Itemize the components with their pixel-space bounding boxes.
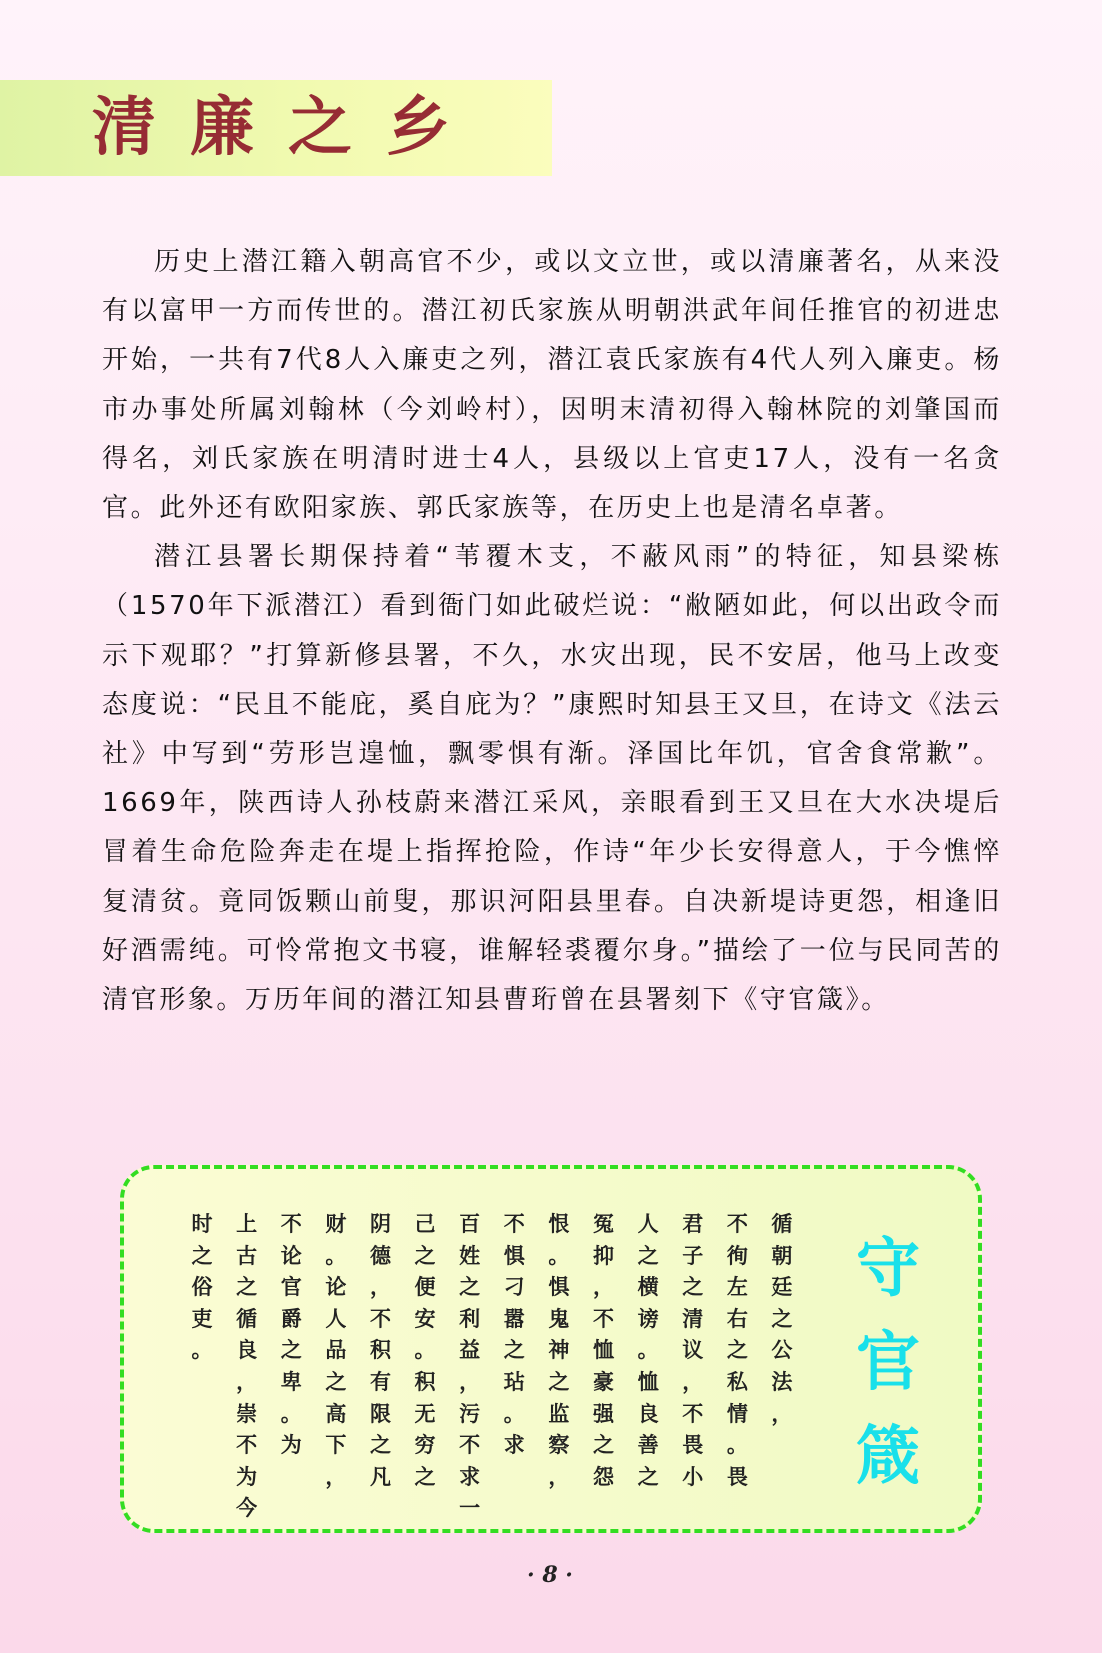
motto-char: 。 xyxy=(503,1400,525,1426)
motto-char: 之 xyxy=(548,1368,570,1394)
motto-char: 德 xyxy=(369,1242,391,1268)
motto-char: 。 xyxy=(325,1242,347,1268)
motto-char: 之 xyxy=(280,1337,302,1363)
motto-char: 百 xyxy=(459,1211,481,1236)
motto-char: 左 xyxy=(726,1274,748,1300)
motto-char: 下 xyxy=(325,1432,347,1458)
motto-char: 小 xyxy=(682,1463,704,1489)
motto-char: 不 xyxy=(369,1305,391,1331)
motto-char: 凡 xyxy=(369,1463,391,1489)
motto-char: 循 xyxy=(236,1305,258,1331)
motto-char: 善 xyxy=(637,1432,659,1458)
motto-char: 君 xyxy=(682,1211,704,1236)
motto-char: 积 xyxy=(369,1337,391,1363)
motto-column xyxy=(762,1208,802,1478)
motto-char: 公 xyxy=(771,1337,793,1363)
motto-char: 。 xyxy=(280,1400,302,1426)
motto-char: 求 xyxy=(503,1432,525,1458)
motto-char: 。 xyxy=(726,1432,748,1458)
motto-char: 良 xyxy=(637,1400,659,1426)
motto-char: 之 xyxy=(726,1337,748,1363)
motto-column xyxy=(717,1208,757,1489)
motto-char: 穷 xyxy=(414,1432,436,1458)
motto-char: ， xyxy=(548,1463,570,1489)
article-body xyxy=(102,238,1002,1025)
motto-char: ， xyxy=(459,1368,481,1394)
motto-char: ， xyxy=(682,1368,704,1394)
motto-char: ， xyxy=(369,1274,391,1300)
motto-char: 徇 xyxy=(726,1242,748,1268)
motto-char: 利 xyxy=(459,1305,481,1331)
motto-title-char: 官 xyxy=(856,1325,920,1400)
motto-char: 冤 xyxy=(592,1211,614,1236)
motto-char: 阴 xyxy=(369,1211,391,1236)
motto-char: 污 xyxy=(459,1400,481,1426)
motto-char: 良 xyxy=(236,1337,258,1363)
motto-char: 之 xyxy=(682,1274,704,1300)
motto-char: 神 xyxy=(548,1337,570,1363)
motto-char: 积 xyxy=(414,1368,436,1394)
motto-char: 豪 xyxy=(592,1368,614,1394)
motto-char: 之 xyxy=(503,1337,525,1363)
motto-char: 论 xyxy=(280,1242,302,1268)
motto-column xyxy=(539,1208,579,1489)
motto-char: ， xyxy=(236,1368,258,1394)
motto-char: 恤 xyxy=(592,1337,614,1363)
motto-char: 清 xyxy=(682,1305,704,1331)
motto-char: 不 xyxy=(726,1211,748,1236)
motto-char: 之 xyxy=(771,1305,793,1331)
motto-char: 限 xyxy=(369,1400,391,1426)
motto-char: 古 xyxy=(236,1242,258,1268)
motto-char: 嚣 xyxy=(503,1305,525,1331)
motto-char: 畏 xyxy=(726,1463,748,1489)
motto-char: 廷 xyxy=(771,1274,793,1300)
motto-char: 上 xyxy=(236,1211,258,1236)
motto-column xyxy=(360,1208,400,1489)
motto-char: 无 xyxy=(414,1400,436,1426)
motto-char: 不 xyxy=(503,1211,525,1236)
motto-column xyxy=(673,1208,713,1489)
motto-char: 论 xyxy=(325,1274,347,1300)
motto-char: 法 xyxy=(771,1368,793,1394)
motto-column xyxy=(450,1208,490,1521)
motto-char: 循 xyxy=(771,1211,793,1236)
motto-char: 之 xyxy=(459,1274,481,1300)
motto-char: 议 xyxy=(682,1337,704,1363)
page-number: · 8 · xyxy=(527,1562,573,1588)
motto-char: 人 xyxy=(325,1305,347,1331)
motto-column xyxy=(494,1208,534,1478)
motto-char: 强 xyxy=(592,1400,614,1426)
motto-char: ， xyxy=(592,1274,614,1300)
motto-column xyxy=(628,1208,668,1489)
motto-char: 抑 xyxy=(592,1242,614,1268)
motto-char: 惧 xyxy=(548,1274,570,1300)
motto-char: 之 xyxy=(414,1463,436,1489)
motto-char: 之 xyxy=(236,1274,258,1300)
motto-char: 安 xyxy=(414,1305,436,1331)
motto-char: 怨 xyxy=(592,1463,614,1489)
motto-char: 品 xyxy=(325,1337,347,1363)
motto-char: 不 xyxy=(459,1432,481,1458)
motto-char: 高 xyxy=(325,1400,347,1426)
motto-char: 俗 xyxy=(191,1274,213,1300)
motto-char: 之 xyxy=(414,1242,436,1268)
paragraph: 潜江县署长期保持着“苇覆木支，不蔽风雨”的特征，知县梁栋（1570年下派潜江）看到衙门如此破烂说：“敝陋如此，何以出政令而示下观耶？”打算新修县署，不久，水灾出现，民不安居，他马上改变态度说：“民且不能庇，奚自庇为？”康熙时知县王又旦，在诗文《法云社》中写到“劳形岂遑恤，飘零惧有渐。泽国比年饥，官舍食常歉”。1669年，陕西诗人孙枝蔚来潜江采风，亲眼看到王又旦在大水决堤后冒着生命危险奔走在堤上指挥抢险，作诗“年少长安得意人，于今憔悴复清贫。竟同饭颗山前叟，那识河阳县里春。自决新堤诗更怨，相逢旧好酒需纯。可怜常抱文书寝，谁解轻裘覆尔身。”描绘了一位与民同苦的清官形象。万历年间的潜江知县曹珩曾在县署刻下《守官箴》。 xyxy=(102,542,1002,1016)
motto-char: 卑 xyxy=(280,1368,302,1394)
motto-char: 求 xyxy=(459,1463,481,1489)
motto-char: 之 xyxy=(637,1463,659,1489)
motto-char: 姓 xyxy=(459,1242,481,1268)
motto-char: 鬼 xyxy=(548,1305,570,1331)
motto-char: 崇 xyxy=(236,1400,258,1426)
motto-char: 畏 xyxy=(682,1432,704,1458)
motto-char: 不 xyxy=(592,1305,614,1331)
motto-char: 有 xyxy=(369,1368,391,1394)
motto-column xyxy=(182,1208,222,1478)
motto-column xyxy=(583,1208,623,1489)
motto-title xyxy=(853,1222,923,1504)
motto-char: 之 xyxy=(592,1432,614,1458)
motto-char: 为 xyxy=(280,1432,302,1458)
motto-char: 益 xyxy=(459,1337,481,1363)
motto-char: 官 xyxy=(280,1274,302,1300)
motto-column xyxy=(227,1208,267,1521)
motto-char: 玷 xyxy=(503,1368,525,1394)
paragraph: 历史上潜江籍入朝高官不少，或以文立世，或以清廉著名，从来没有以富甲一方而传世的。潜江初氏家族从明朝洪武年间任推官的初进忠开始，一共有7代8人入廉吏之列，潜江袁氏家族有4代人列入廉吏。杨市办事处所属刘翰林（今刘岭村），因明末清初得入翰林院的刘肇国而得名，刘氏家族在明清时进士4人，县级以上官吏17人，没有一名贪官。此外还有欧阳家族、郭氏家族等，在历史上也是清名卓著。 xyxy=(102,247,1002,524)
motto-char: 惧 xyxy=(503,1242,525,1268)
motto-char: ， xyxy=(325,1463,347,1489)
motto-column xyxy=(271,1208,311,1478)
motto-char: 察 xyxy=(548,1432,570,1458)
motto-char: 。 xyxy=(414,1337,436,1363)
motto-char: 己 xyxy=(414,1211,436,1236)
motto-char: 。 xyxy=(548,1242,570,1268)
motto-char: 今 xyxy=(236,1495,258,1521)
motto-char: 之 xyxy=(191,1242,213,1268)
motto-char: 右 xyxy=(726,1305,748,1331)
motto-char: 私 xyxy=(726,1368,748,1394)
motto-char: 恨 xyxy=(548,1211,570,1236)
motto-char: 谤 xyxy=(637,1305,659,1331)
motto-char: 监 xyxy=(548,1400,570,1426)
motto-char: ， xyxy=(771,1400,793,1426)
motto-char: 。 xyxy=(637,1337,659,1363)
motto-char: 时 xyxy=(191,1211,213,1236)
motto-title-char: 守 xyxy=(856,1231,920,1306)
motto-char: 刁 xyxy=(503,1274,525,1300)
motto-char: 便 xyxy=(414,1274,436,1300)
motto-char: 情 xyxy=(726,1400,748,1426)
motto-column xyxy=(405,1208,445,1489)
motto-char: 子 xyxy=(682,1242,704,1268)
motto-char: 恤 xyxy=(637,1368,659,1394)
motto-char: 之 xyxy=(369,1432,391,1458)
motto-char: 爵 xyxy=(280,1305,302,1331)
motto-char: 。 xyxy=(191,1337,213,1363)
motto-column xyxy=(316,1208,356,1489)
motto-char: 朝 xyxy=(771,1242,793,1268)
motto-title-char: 箴 xyxy=(856,1419,920,1494)
page-title: 清廉之乡 xyxy=(92,90,484,165)
motto-char: 横 xyxy=(637,1274,659,1300)
motto-char: 不 xyxy=(682,1400,704,1426)
motto-char: 一 xyxy=(459,1495,481,1521)
motto-char: 吏 xyxy=(191,1305,213,1331)
motto-char: 人 xyxy=(637,1211,659,1236)
motto-char: 财 xyxy=(325,1211,347,1236)
motto-char: 不 xyxy=(280,1211,302,1236)
motto-char: 之 xyxy=(325,1368,347,1394)
motto-char: 不 xyxy=(236,1432,258,1458)
motto-text xyxy=(182,1208,802,1521)
motto-char: 为 xyxy=(236,1463,258,1489)
motto-char: 之 xyxy=(637,1242,659,1268)
